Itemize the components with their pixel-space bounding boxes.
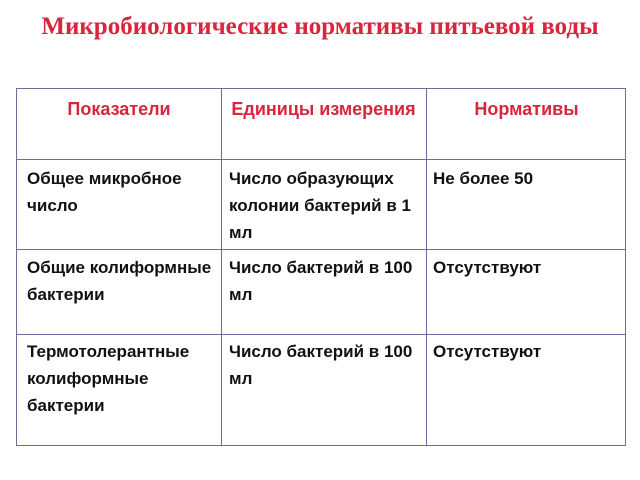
table-cell: Число образующих колонии бактерий в 1 мл xyxy=(229,169,411,242)
norms-table xyxy=(16,88,626,446)
header-norms: Нормативы xyxy=(474,99,579,119)
grid-line xyxy=(17,249,625,250)
header-units: Единицы измерения xyxy=(231,99,416,119)
table-cell: Отсутствуют xyxy=(433,342,542,361)
table-cell: Не более 50 xyxy=(433,169,534,188)
table-cell: Число бактерий в 100 мл xyxy=(229,342,413,388)
page-title: Микробиологические нормативы питьевой воды xyxy=(41,13,599,40)
grid-line xyxy=(17,334,625,335)
table-cell: Общие колиформные бактерии xyxy=(27,258,212,304)
table-cell: Отсутствуют xyxy=(433,258,542,277)
table-cell: Общее микробное число xyxy=(27,169,182,215)
table-cell: Термотолерантные колиформные бактерии xyxy=(27,342,190,415)
header-indicators: Показатели xyxy=(67,99,171,119)
grid-line xyxy=(17,159,625,160)
table-cell: Число бактерий в 100 мл xyxy=(229,258,413,304)
